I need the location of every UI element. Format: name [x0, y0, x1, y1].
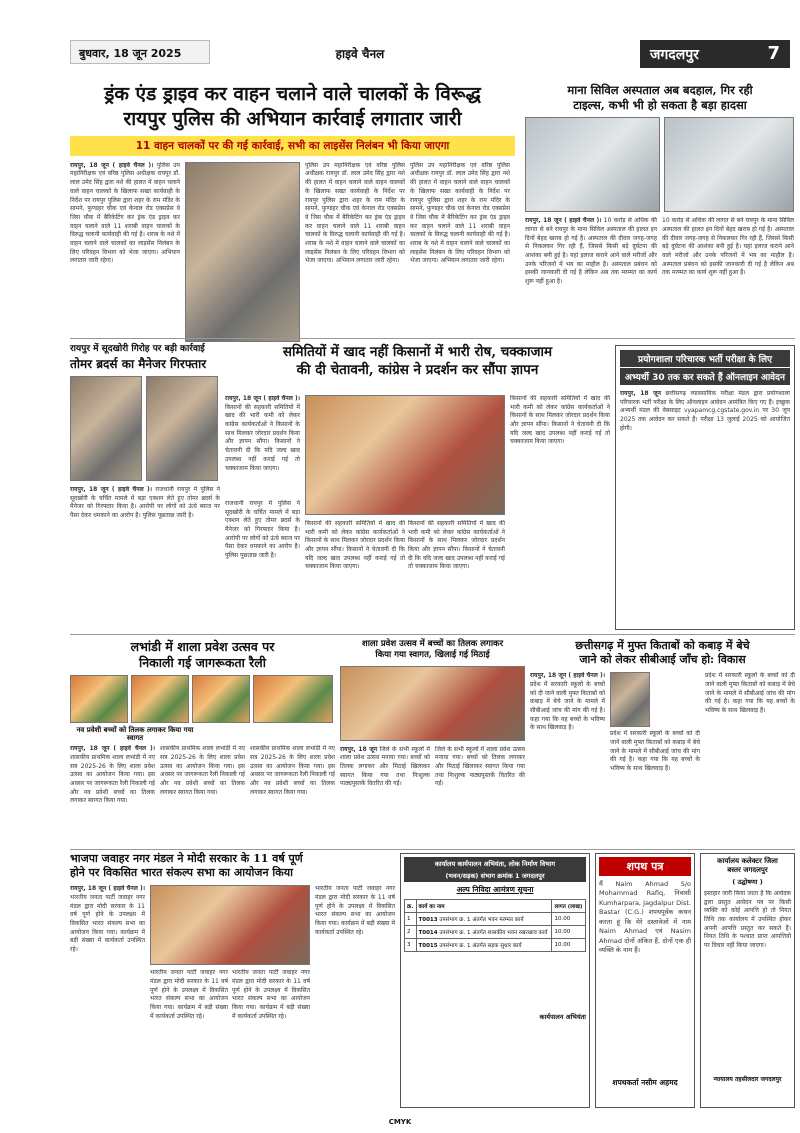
exam-dateline: रायपुर, 18 जून	[620, 390, 661, 397]
hospital-body-col2: 10 करोड़ से अधिक की लागत से बने रायपुर के माना सिविल अस्पताल की हालत इन दिनों बेहद खराब हो गई है। अस्पताल की दीवार जगह-जगह से निकलकर गिर रही हैं, जिससे किसी बड़े दुर्घटना की आशंका बनी हुई है। यहां इलाज कराने आने वाले मरीजों और उनके परिजनों में भय का माहौल है। अस्पताल प्रबंधन को इसकी जानकारी दी गई है लेकिन अब तक मरम्मत का कार्य शुरू नहीं हुआ है।	[662, 217, 794, 277]
hospital-photo-1	[525, 117, 660, 212]
farmers-body-col1: किसानों की सहकारी समितियों में खाद की भारी कमी को लेकर कांग्रेस कार्यकर्ताओं ने किसानों के साथ मिलकर जोरदार प्रदर्शन किया और ज्ञापन सौंपा। किसानों ने चेतावनी दी कि यदि जल्द खाद उपलब्ध नहीं कराई गई तो चक्काजाम किया जाएगा।	[225, 403, 300, 472]
bjp-body-col1: भारतीय जनता पार्टी जवाहर नगर मंडल द्वारा मोदी सरकार के 11 वर्ष पूर्ण होने के उपलक्ष्य में विकसित भारत संकल्प सभा का आयोजन किया गया। कार्यक्रम में बड़ी संख्या में कार्यकर्ता उपस्थित रहे।	[70, 893, 145, 953]
affidavit-title: शपथ पत्र	[599, 857, 691, 876]
page-header	[0, 0, 800, 70]
school-rally-photo-1	[70, 675, 128, 723]
books-dateline: रायपुर, 18 जून ( हाइवे चैनल )।	[530, 672, 605, 680]
school-rally-photo-2	[131, 675, 189, 723]
table-row: 3 T0015 उपसंभाग क्र. 1 अंतर्गत सड़क सुधार कार्य 10.00	[405, 939, 586, 952]
bjp-body-col4: भारतीय जनता पार्टी जवाहर नगर मंडल द्वारा मोदी सरकार के 11 वर्ष पूर्ण होने के उपलक्ष्य में विकसित भारत संकल्प सभा का आयोजन किया गया। कार्यक्रम में बड़ी संख्या में कार्यकर्ता उपस्थित रहे।	[315, 885, 395, 936]
tomar-headline-1: रायपुर में सूदखोरी गिरोह पर बड़ी कार्रवाई	[70, 344, 205, 354]
school-rally-story	[70, 640, 335, 845]
school-welcome-body-col1: जिले के सभी स्कूलों में शाला प्रवेश उत्सव मनाया गया। बच्चों को तिलक लगाकर और मिठाई खिलाकर स्वागत किया गया तथा निःशुल्क पाठ्यपुस्तकें वितरित की गईं।	[340, 745, 430, 788]
tender-notice	[400, 853, 590, 1108]
table-row: 1 T0013 उपसंभाग क्र. 1 अंतर्गत भवन मरम्मत कार्य 10.00	[405, 913, 586, 926]
school-welcome-headline-1: शाला प्रवेश उत्सव में बच्चों का तिलक लगाकर	[361, 639, 504, 649]
tender-title-2: (भवन/सड़क) संभाग क्रमांक 1 जगदलपुर	[404, 870, 586, 882]
hospital-body-col1: 10 करोड़ से अधिक की लागत से बने रायपुर के माना सिविल अस्पताल की हालत इन दिनों बेहद खराब हो गई है। अस्पताल की दीवार जगह-जगह से निकलकर गिर रही हैं, जिससे किसी बड़े दुर्घटना की आशंका बनी हुई है। यहां इलाज कराने आने वाले मरीजों और उनके परिजनों में भय का माहौल है। अस्पताल प्रबंधन को इसकी जानकारी दी गई है लेकिन अब तक मरम्मत का कार्य शुरू नहीं हुआ है।	[525, 217, 657, 286]
school-rally-body-col1: शासकीय प्राथमिक शाला लभांडी में नए सत्र 2025-26 के लिए शाला प्रवेश उत्सव का आयोजन किया गया। इस अवसर पर जागरूकता रैली निकाली गई और नव प्रवेशी बच्चों का तिलक लगाकर स्वागत किया गया।	[70, 753, 155, 805]
page-number: 7	[767, 43, 780, 64]
city-name: जगदलपुर	[650, 47, 699, 63]
tomar-photo-1	[70, 376, 142, 481]
affidavit-body: मैं Naim Ahmad S/o Mohammad Rafiq, निवासी Kumharpara, Jagdalpur Dist. Bastar (C.G.) शपथपूर्वक कथन करता हूं कि मेरे दस्तावेजों में नाम Naim Ahmad एवं Nasim Ahmad दोनों अंकित हैं, दोनों एक ही व्यक्ति के नाम हैं।	[599, 880, 691, 954]
hospital-story	[525, 84, 795, 334]
lead-headline-2: रायपुर पुलिस की अभियान कार्रवाई लगातार जारी	[123, 107, 462, 130]
school-rally-headline-2: निकाली गई जागरूकता रैली	[138, 654, 266, 670]
school-rally-caption: नव प्रवेशी बच्चों को तिलक लगाकर किया गया स्वागत	[76, 725, 194, 742]
hospital-headline-1: माना सिविल अस्पताल अब बदहाल, गिर रही	[567, 83, 753, 97]
bjp-headline-2: होने पर विकसित भारत संकल्प सभा का आयोजन किया	[70, 866, 293, 880]
exam-body: छत्तीसगढ़ व्यावसायिक परीक्षा मंडल द्वारा प्रयोगशाला परिचारक भर्ती परीक्षा के लिए ऑनलाइन आवेदन आमंत्रित किए गए हैं। इच्छुक अभ्यर्थी मंडल की वेबसाइट vyapamcg.cgstate.gov.in पर 30 जून 2025 तक आवेदन कर सकते हैं। परीक्षा 13 जुलाई 2025 को आयोजित होगी।	[620, 390, 790, 432]
table-row: 2 T0014 उपसंभाग क्र. 1 अंतर्गत शासकीय भवन रखरखाव कार्य 10.00	[405, 926, 586, 939]
tomar-body-col2: राजधानी रायपुर में पुलिस ने सूदखोरी के चर्चित मामले में बड़ा एक्शन लेते हुए तोमर ब्रदर्स के मैनेजर को गिरफ्तार किया है। आरोपी पर लोगों को ऊंचे ब्याज पर पैसा देकर धमकाने का आरोप है। पुलिस पूछताछ जारी है।	[225, 500, 300, 560]
books-headline-1: छत्तीसगढ़ में मुफ्त किताबों को कबाड़ में बेचे	[575, 639, 750, 652]
school-welcome-photo	[340, 666, 525, 741]
lead-body-col3: पुलिस उप महानिरीक्षक एवं वरिष्ठ पुलिस अधीक्षक रायपुर डॉ. लाल उमेद सिंह द्वारा नशे की हालत में वाहन चलाने वाले वाहन चालकों के खिलाफ सख्त कार्यवाही के निर्देश पर रायपुर पुलिस द्वारा शहर के राम मंदिर के सामने, फुण्डहर चौक एवं केनाल रोड एक्सप्रेस वे जिस चौक में बैरिकेटिंग कर ड्रंक एंड ड्राइव कर वाहन चलाने वाले 11 शराबी वाहन चालकों के विरुद्ध चलानी कार्यवाही की गई है। शराब के नशे में वाहन चलाने वाले चालकों का लाइसेंस निलंबन के लिए परिवहन विभाग को भेजा जाएगा। अभियान लगातार जारी रहेगा।	[410, 161, 510, 265]
bjp-story	[70, 853, 395, 1108]
school-welcome-story	[340, 640, 525, 845]
books-story	[530, 640, 795, 845]
books-body-col3: प्रदेश में सरकारी स्कूलों के बच्चों को दी जाने वाली मुफ्त किताबों को कबाड़ में बेचे जाने के मामले में सीबीआई जांच की मांग की गई है। कहा गया कि यह बच्चों के भविष्य के साथ खिलवाड़ है।	[705, 672, 795, 714]
divider	[70, 634, 795, 635]
lead-story	[70, 84, 515, 334]
hospital-dateline: रायपुर, 18 जून ( हाइवे चैनल )।	[525, 217, 602, 225]
school-welcome-body-col2: जिले के सभी स्कूलों में शाला प्रवेश उत्सव मनाया गया। बच्चों को तिलक लगाकर और मिठाई खिलाकर स्वागत किया गया तथा निःशुल्क पाठ्यपुस्तकें वितरित की गईं।	[435, 745, 525, 788]
cmyk-text: CMYK	[388, 1118, 412, 1126]
tomar-body: राजधानी रायपुर में पुलिस ने सूदखोरी के चर्चित मामले में बड़ा एक्शन लेते हुए तोमर ब्रदर्स के मैनेजर को गिरफ्तार किया है। आरोपी पर लोगों को ऊंचे ब्याज पर पैसा देकर धमकाने का आरोप है। पुलिस पूछताछ जारी है।	[70, 486, 220, 520]
bjp-headline-1: भाजपा जवाहर नगर मंडल ने मोदी सरकार के 11 वर्ष पूर्ण	[70, 852, 303, 865]
tomar-headline-2: तोमर ब्रदर्स का मैनेजर गिरफ्तार	[70, 356, 207, 371]
collector-title-1: कार्यालय कलेक्टर जिला	[717, 857, 778, 865]
books-body-col1: प्रदेश में सरकारी स्कूलों के बच्चों को दी जाने वाली मुफ्त किताबों को कबाड़ में बेचे जाने के मामले में सीबीआई जांच की मांग की गई है। कहा गया कि यह बच्चों के भविष्य के साथ खिलवाड़ है।	[530, 680, 605, 732]
collector-subtitle: ( उद्घोषणा )	[732, 878, 763, 886]
school-rally-photo-4	[253, 675, 333, 723]
bjp-photo	[150, 885, 310, 965]
farmers-photo	[305, 395, 505, 515]
bjp-body-col3: भारतीय जनता पार्टी जवाहर नगर मंडल द्वारा मोदी सरकार के 11 वर्ष पूर्ण होने के उपलक्ष्य में विकसित भारत संकल्प सभा का आयोजन किया गया। कार्यक्रम में बड़ी संख्या में कार्यकर्ता उपस्थित रहे।	[232, 969, 310, 1020]
exam-headline-2: अभ्यर्थी 30 तक कर सकते हैं ऑनलाइन आवेदन	[620, 368, 790, 385]
collector-title-2: बस्तर जगदलपुर	[727, 866, 768, 874]
farmers-body-col2: किसानों की सहकारी समितियों में खाद की भारी कमी को लेकर कांग्रेस कार्यकर्ताओं ने किसानों के साथ मिलकर जोरदार प्रदर्शन किया और ज्ञापन सौंपा। किसानों ने चेतावनी दी कि यदि जल्द खाद उपलब्ध नहीं कराई गई तो चक्काजाम किया जाएगा।	[510, 395, 610, 446]
tender-col-name: कार्य का नाम	[416, 900, 552, 913]
lead-headline-1: ड्रंक एंड ड्राइव कर वाहन चलाने वाले चालकों के विरूद्ध	[104, 83, 481, 105]
collector-signature: न्यायालय तहसीलदार जगदलपुर	[713, 1076, 782, 1083]
books-headline-2: जाने को लेकर सीबीआई जाँच हो: विकास	[579, 653, 746, 667]
farmers-dateline: रायपुर, 18 जून ( हाइवे चैनल )।	[225, 395, 300, 402]
cmyk-marker	[380, 1118, 420, 1126]
lead-body-col1: पुलिस उप महानिरीक्षक एवं वरिष्ठ पुलिस अधीक्षक रायपुर डॉ. लाल उमेद सिंह द्वारा नशे की हालत में वाहन चलाने वाले वाहन चालकों के खिलाफ सख्त कार्यवाही के निर्देश पर रायपुर पुलिस द्वारा शहर के राम मंदिर के सामने, फुण्डहर चौक एवं केनाल रोड एक्सप्रेस वे जिस चौक में बैरिकेटिंग कर ड्रंक एंड ड्राइव कर वाहन चलाने वाले 11 शराबी वाहन चालकों के विरुद्ध चलानी कार्यवाही की गई है। शराब के नशे में वाहन चलाने वाले चालकों का लाइसेंस निलंबन के लिए परिवहन विभाग को भेजा जाएगा। अभियान लगातार जारी रहेगा।	[70, 161, 180, 265]
lead-body-col2: पुलिस उप महानिरीक्षक एवं वरिष्ठ पुलिस अधीक्षक रायपुर डॉ. लाल उमेद सिंह द्वारा नशे की हालत में वाहन चलाने वाले वाहन चालकों के खिलाफ सख्त कार्यवाही के निर्देश पर रायपुर पुलिस द्वारा शहर के राम मंदिर के सामने, फुण्डहर चौक एवं केनाल रोड एक्सप्रेस वे जिस चौक में बैरिकेटिंग कर ड्रंक एंड ड्राइव कर वाहन चलाने वाले 11 शराबी वाहन चालकों के विरुद्ध चलानी कार्यवाही की गई है। शराब के नशे में वाहन चलाने वाले चालकों का लाइसेंस निलंबन के लिए परिवहन विभाग को भेजा जाएगा। अभियान लगातार जारी रहेगा।	[305, 161, 405, 265]
school-welcome-headline-2: किया गया स्वागत, खिलाई गई मिठाई	[375, 650, 490, 661]
affidavit-signature: शपथकर्ता नसीम अहमद	[612, 1078, 678, 1087]
school-rally-photo-3	[192, 675, 250, 723]
tender-col-no: क्र.	[405, 900, 417, 913]
tomar-photo-2	[146, 376, 218, 481]
tender-notice-title: अल्प निविदा आमंत्रण सूचना	[456, 885, 534, 894]
farmers-body-col3: किसानों की सहकारी समितियों में खाद की भारी कमी को लेकर कांग्रेस कार्यकर्ताओं ने किसानों के साथ मिलकर जोरदार प्रदर्शन किया और ज्ञापन सौंपा। किसानों ने चेतावनी दी कि यदि जल्द खाद उपलब्ध नहीं कराई गई तो चक्काजाम किया जाएगा।	[305, 520, 405, 571]
school-rally-dateline: रायपुर, 18 जून ( हाइवे चैनल )।	[70, 745, 155, 753]
school-rally-body-col2: शासकीय प्राथमिक शाला लभांडी में नए सत्र 2025-26 के लिए शाला प्रवेश उत्सव का आयोजन किया गया। इस अवसर पर जागरूकता रैली निकाली गई और नव प्रवेशी बच्चों का तिलक लगाकर स्वागत किया गया।	[160, 745, 245, 796]
exam-headline-1: प्रयोगशाला परिचारक भर्ती परीक्षा के लिए	[620, 350, 790, 367]
tender-table	[404, 899, 586, 952]
tender-col-cost: लागत (लाख)	[552, 900, 586, 913]
lead-photo	[185, 162, 300, 342]
divider	[70, 849, 795, 850]
tender-title-1: कार्यालय कार्यपालन अभियंता, लोक निर्माण विभाग	[404, 857, 586, 870]
bjp-body-col2: भारतीय जनता पार्टी जवाहर नगर मंडल द्वारा मोदी सरकार के 11 वर्ष पूर्ण होने के उपलक्ष्य में विकसित भारत संकल्प सभा का आयोजन किया गया। कार्यक्रम में बड़ी संख्या में कार्यकर्ता उपस्थित रहे।	[150, 969, 228, 1020]
farmers-headline-2: की दी चेतावनी, कांग्रेस ने प्रदर्शन कर सौंपा ज्ञापन	[296, 361, 539, 378]
issue-date: बुधवार, 18 जून 2025	[70, 40, 210, 64]
collector-notice	[700, 853, 795, 1108]
farmers-headline-1: समितियों में खाद नहीं किसानों में भारी रोष, चक्काजाम	[282, 344, 553, 360]
collector-body: इस्तहार जारी किया जाता है कि आवेदक द्वारा प्रस्तुत आवेदन पत्र पर किसी व्यक्ति को कोई आपत्ति हो तो नियत तिथि तक कार्यालय में उपस्थित होकर अपनी आपत्ति प्रस्तुत कर सकते हैं। नियत तिथि के पश्चात प्राप्त आपत्तियों पर विचार नहीं किया जाएगा।	[704, 890, 791, 950]
divider	[70, 338, 795, 339]
hospital-headline-2: टाइल्स, कभी भी हो सकता है बड़ा हादसा	[573, 97, 747, 112]
school-rally-body-col3: शासकीय प्राथमिक शाला लभांडी में नए सत्र 2025-26 के लिए शाला प्रवेश उत्सव का आयोजन किया गया। इस अवसर पर जागरूकता रैली निकाली गई और नव प्रवेशी बच्चों का तिलक लगाकर स्वागत किया गया।	[250, 745, 335, 796]
tender-signature: कार्यपालन अभियंता	[539, 1013, 586, 1021]
tomar-story	[70, 345, 220, 630]
school-welcome-dateline: रायपुर, 18 जून	[340, 745, 378, 753]
bjp-dateline: रायपुर, 18 जून ( हाइवे चैनल )।	[70, 885, 145, 893]
school-rally-headline-1: लभांडी में शाला प्रवेश उत्सव पर	[130, 639, 275, 654]
lead-subhead: 11 वाहन चालकों पर की गई कार्रवाई, सभी का लाइसेंस निलंबन भी किया जाएगा	[70, 136, 515, 156]
farmers-body-col4: किसानों की सहकारी समितियों में खाद की भारी कमी को लेकर कांग्रेस कार्यकर्ताओं ने किसानों के साथ मिलकर जोरदार प्रदर्शन किया और ज्ञापन सौंपा। किसानों ने चेतावनी दी कि यदि जल्द खाद उपलब्ध नहीं कराई गई तो चक्काजाम किया जाएगा।	[408, 520, 505, 571]
books-photo	[610, 672, 650, 727]
city-label	[640, 40, 790, 68]
hospital-photo-2	[664, 117, 794, 212]
books-body-col2: प्रदेश में सरकारी स्कूलों के बच्चों को दी जाने वाली मुफ्त किताबों को कबाड़ में बेचे जाने के मामले में सीबीआई जांच की मांग की गई है। कहा गया कि यह बच्चों के भविष्य के साथ खिलवाड़ है।	[610, 730, 700, 772]
affidavit-box	[595, 853, 695, 1108]
exam-story	[615, 345, 795, 630]
tomar-dateline: रायपुर, 18 जून ( हाइवे चैनल )।	[70, 486, 153, 494]
lead-dateline: रायपुर, 18 जून ( हाइवे चैनल )।	[70, 161, 154, 169]
paper-name: हाइवे चैनल	[335, 47, 385, 61]
